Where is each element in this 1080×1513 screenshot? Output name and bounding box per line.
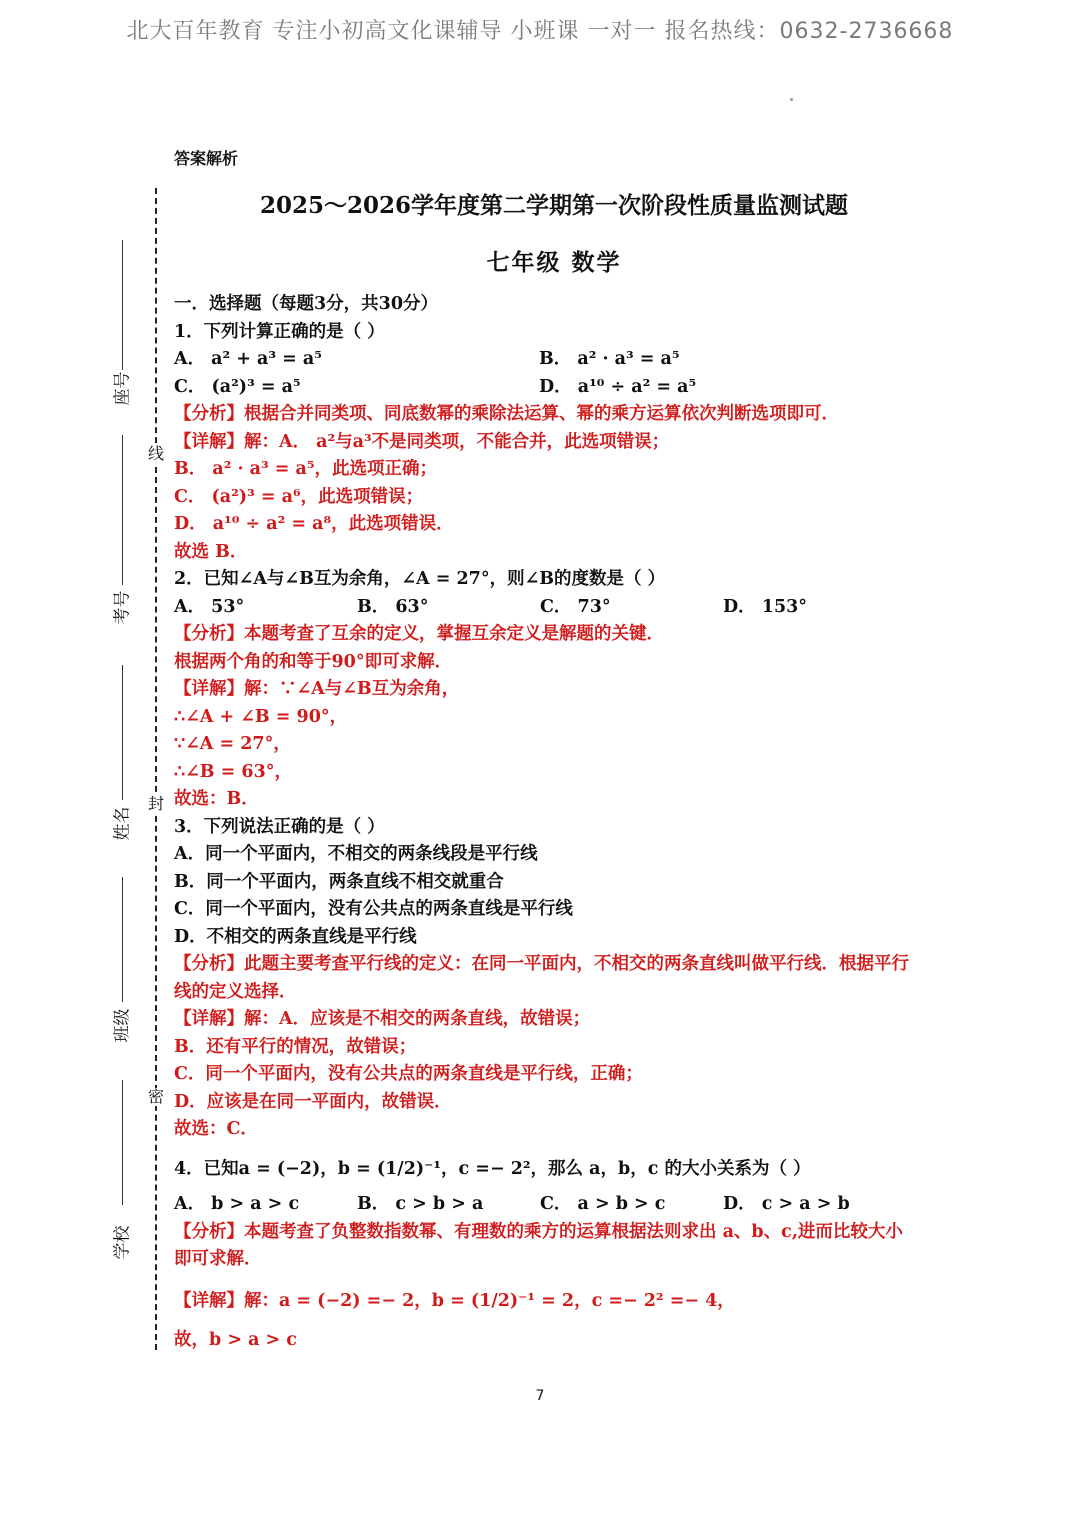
q1-option-b: B． a² · a³ = a⁵: [539, 349, 680, 369]
q2-detail: 【详解】解：∵∠A与∠B互为余角，: [174, 679, 460, 699]
q2-detail: ∴∠A + ∠B = 90°，: [174, 706, 348, 727]
q2-analysis: 根据两个角的和等于90°即可求解．: [174, 651, 453, 672]
question-1-options-row1: [174, 346, 914, 374]
scan-speck: [790, 98, 793, 101]
field-label-exam: 考号: [112, 590, 133, 625]
q3-option-c: C．同一个平面内，没有公共点的两条直线是平行线: [174, 899, 573, 919]
q2-option-a: A． 53°: [174, 596, 245, 617]
q2-option-b: B． 63°: [357, 596, 429, 617]
question-4-stem: 4．已知a = (−2)，b = (1/2)⁻¹，c =− 2²，那么 a，b，c 的大小关系为（ ）: [174, 1158, 811, 1179]
binding-char-xian: 线: [147, 444, 164, 463]
q3-analysis: 【分析】此题主要考查平行线的定义：在同一平面内，不相交的两条直线叫做平行线．根据平行线的定义选择．: [174, 954, 909, 1002]
question-1-options-row2: [174, 374, 914, 402]
q3-option-d: D．不相交的两条直线是平行线: [174, 926, 417, 947]
q3-detail: D．应该是在同一平面内，故错误．: [174, 1091, 452, 1112]
q1-detail: D． a¹⁰ ÷ a² = a⁸，此选项错误．: [174, 514, 454, 534]
q1-option-c: C． (a²)³ = a⁵: [174, 376, 301, 397]
q3-answer: 故选：C．: [174, 1119, 258, 1139]
question-1-stem: 1．下列计算正确的是（ ）: [174, 321, 385, 342]
exam-subtitle: 七年级 数学: [486, 249, 622, 276]
q1-detail: 【详解】解：A． a²与a³不是同类项，不能合并，此选项错误；: [174, 431, 670, 452]
q3-detail: 【详解】解：A．应该是不相交的两条直线，故错误；: [174, 1009, 591, 1029]
q1-option-d: D． a¹⁰ ÷ a² = a⁵: [539, 376, 697, 397]
section-heading: 一．选择题（每题3分，共30分）: [174, 294, 439, 314]
field-label-class: 班级: [112, 1008, 133, 1043]
q1-detail: B． a² · a³ = a⁵，此选项正确；: [174, 459, 438, 479]
question-2-stem: 2．已知∠A与∠B互为余角，∠A = 27°，则∠B的度数是（ ）: [174, 569, 666, 589]
field-underline: [122, 665, 123, 800]
q3-detail: C．同一个平面内，没有公共点的两条直线是平行线，正确；: [174, 1064, 643, 1084]
q4-option-a: A． b > a > c: [174, 1194, 300, 1214]
q1-option-a: A． a² + a³ = a⁵: [174, 349, 322, 369]
q4-option-c: C． a > b > c: [540, 1194, 666, 1214]
header-banner: 北大百年教育 专注小初高文化课辅导 小班课 一对一 报名热线：0632-2736668: [126, 19, 954, 44]
binding-dashed-line: [155, 188, 157, 1350]
answer-document: [174, 146, 914, 1355]
q1-detail: C． (a²)³ = a⁶，此选项错误；: [174, 486, 424, 507]
q3-detail: B．还有平行的情况，故错误；: [174, 1036, 417, 1057]
field-underline: [122, 435, 123, 585]
field-underline: [122, 1080, 123, 1205]
field-label-seat: 座号: [112, 371, 133, 406]
q2-option-c: C． 73°: [540, 596, 611, 617]
q4-detail: 【详解】解：a = (−2) =− 2，b = (1/2)⁻¹ = 2，c =− 2² =− 4，: [174, 1290, 735, 1311]
field-underline: [122, 877, 123, 1002]
question-3-stem: 3．下列说法正确的是（ ）: [174, 816, 385, 837]
question-4-options: [174, 1191, 914, 1219]
exam-title: 2025～2026学年度第二学期第一次阶段性质量监测试题: [259, 192, 849, 219]
q4-option-b: B． c > b > a: [357, 1194, 484, 1214]
field-label-name: 姓名: [112, 806, 133, 841]
q2-option-d: D． 153°: [723, 596, 808, 617]
q4-analysis: 【分析】本题考查了负整数指数幂、有理数的乘方的运算根据法则求出 a、b、c,进而比较大小即可求解．: [174, 1221, 903, 1269]
q2-analysis: 【分析】本题考查了互余的定义，掌握互余定义是解题的关键．: [174, 624, 664, 644]
binding-char-feng: 封: [147, 794, 164, 813]
q2-answer: 故选：B．: [174, 789, 259, 809]
q4-option-d: D． c > a > b: [723, 1194, 850, 1214]
q1-answer: 故选 B．: [174, 541, 248, 562]
q2-detail: ∵∠A = 27°，: [174, 734, 291, 754]
q3-option-a: A．同一个平面内，不相交的两条线段是平行线: [174, 844, 538, 864]
q1-analysis: 【分析】根据合并同类项、同底数幂的乘除法运算、幂的乘方运算依次判断选项即可．: [174, 404, 839, 424]
q2-detail: ∴∠B = 63°，: [174, 761, 293, 782]
question-2-options: [174, 594, 914, 622]
page-number: 7: [535, 1388, 545, 1404]
q4-answer: 故，b > a > c: [174, 1330, 297, 1350]
answer-tag: 答案解析: [174, 149, 239, 168]
field-underline: [122, 240, 123, 370]
field-label-school: 学校: [112, 1225, 133, 1260]
binding-char-mi: 密: [147, 1087, 164, 1106]
q3-option-b: B．同一个平面内，两条直线不相交就重合: [174, 871, 504, 892]
